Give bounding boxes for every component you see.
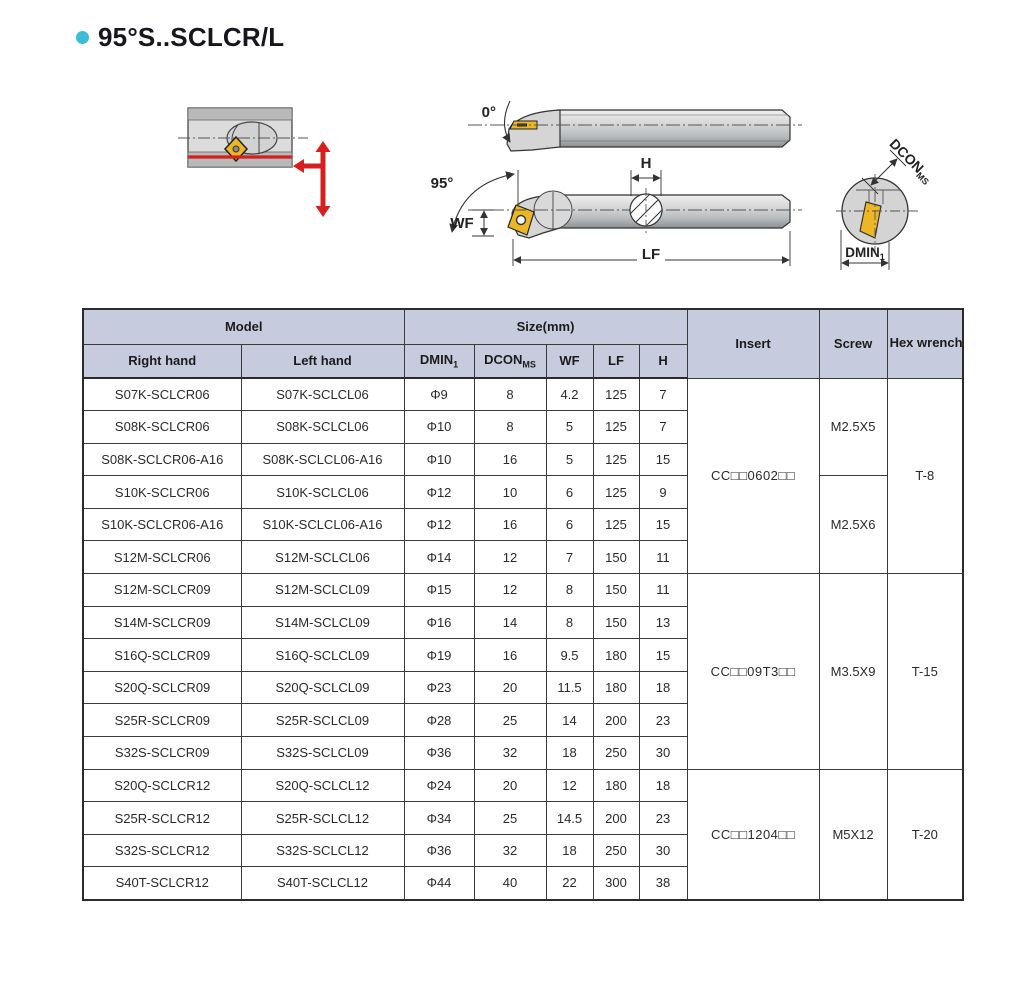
model-left-cell: S25R-SCLCL09 — [241, 704, 404, 737]
model-right-cell: S16Q-SCLCR09 — [83, 639, 241, 672]
model-right-cell: S12M-SCLCR09 — [83, 574, 241, 607]
spec-table-header — [83, 309, 963, 378]
model-right-cell: S10K-SCLCR06 — [83, 476, 241, 509]
dcon-cell: 32 — [474, 737, 546, 770]
wf-cell: 18 — [546, 834, 593, 867]
lf-cell: 150 — [593, 574, 639, 607]
dmin-cell: Φ12 — [404, 508, 474, 541]
end-view-drawing — [810, 130, 970, 285]
lf-cell: 125 — [593, 443, 639, 476]
insert-cell: CC□□0602□□ — [687, 378, 819, 574]
model-left-cell: S32S-SCLCL09 — [241, 737, 404, 770]
h-cell: 15 — [639, 639, 687, 672]
model-right-cell: S25R-SCLCR09 — [83, 704, 241, 737]
shank-section — [836, 174, 918, 252]
side-view-drawing — [410, 84, 810, 279]
table-row — [83, 574, 963, 607]
h-cell: 13 — [639, 606, 687, 639]
wf-cell: 5 — [546, 443, 593, 476]
dcon-cell: 25 — [474, 802, 546, 835]
dmin-cell: Φ10 — [404, 411, 474, 444]
model-right-cell: S25R-SCLCR12 — [83, 802, 241, 835]
dmin-cell: Φ24 — [404, 769, 474, 802]
dcon-cell: 32 — [474, 834, 546, 867]
dmin-cell: Φ14 — [404, 541, 474, 574]
dcon-cell: 12 — [474, 574, 546, 607]
dcon-cell: 16 — [474, 639, 546, 672]
model-left-cell: S32S-SCLCL12 — [241, 834, 404, 867]
dmin-header: $DMIN_1$ — [404, 344, 474, 378]
insert-header: Insert — [687, 309, 819, 378]
lf-cell: 250 — [593, 834, 639, 867]
model-right-cell: S32S-SCLCR12 — [83, 834, 241, 867]
wf-cell: 7 — [546, 541, 593, 574]
lf-cell: 200 — [593, 704, 639, 737]
screw-header: Screw — [819, 309, 887, 378]
dcon-cell: 40 — [474, 867, 546, 900]
screw-cell: M2.5X6 — [819, 476, 887, 574]
model-left-cell: S14M-SCLCL09 — [241, 606, 404, 639]
insert-orientation-pictogram — [146, 86, 381, 226]
dcon-cell: 20 — [474, 769, 546, 802]
lf-cell: 200 — [593, 802, 639, 835]
model-right-cell: S10K-SCLCR06-A16 — [83, 508, 241, 541]
wf-cell: 14 — [546, 704, 593, 737]
model-left-cell: S40T-SCLCL12 — [241, 867, 404, 900]
feed-direction-arrows-icon — [293, 141, 331, 217]
dmin-cell: Φ36 — [404, 834, 474, 867]
dcon-cell: 12 — [474, 541, 546, 574]
h-cell: 18 — [639, 671, 687, 704]
size-header: Size(mm) — [404, 309, 687, 344]
table-row — [83, 476, 963, 509]
hex-wrench-cell: T-8 — [887, 378, 963, 574]
model-left-cell: S07K-SCLCL06 — [241, 378, 404, 411]
right-hand-header: Right hand — [83, 344, 241, 378]
bullet-icon — [76, 31, 89, 44]
dcon-cell: 25 — [474, 704, 546, 737]
model-left-cell: S08K-SCLCL06 — [241, 411, 404, 444]
dmin-cell: Φ12 — [404, 476, 474, 509]
model-left-cell: S16Q-SCLCL09 — [241, 639, 404, 672]
wf-cell: 5 — [546, 411, 593, 444]
dmin-cell: Φ23 — [404, 671, 474, 704]
model-left-cell: S25R-SCLCL12 — [241, 802, 404, 835]
insert-cell: CC□□09T3□□ — [687, 574, 819, 770]
page-title: 95°S..SCLCR/L — [98, 22, 285, 52]
model-left-cell: S12M-SCLCL09 — [241, 574, 404, 607]
dmin-cell: Φ28 — [404, 704, 474, 737]
screw-cell: M2.5X5 — [819, 378, 887, 476]
wf-cell: 8 — [546, 606, 593, 639]
model-right-cell: S08K-SCLCR06-A16 — [83, 443, 241, 476]
dcon-header: $DCON_{MS}$ — [474, 344, 546, 378]
dmin-cell: Φ19 — [404, 639, 474, 672]
h-cell: 38 — [639, 867, 687, 900]
lf-cell: 180 — [593, 639, 639, 672]
wf-cell: 18 — [546, 737, 593, 770]
model-right-cell: S08K-SCLCR06 — [83, 411, 241, 444]
h-cell: 30 — [639, 834, 687, 867]
tool-body-pictogram — [178, 108, 308, 167]
dmin-cell: Φ9 — [404, 378, 474, 411]
bottom-side-view — [431, 155, 802, 266]
dcon-cell: 10 — [474, 476, 546, 509]
model-left-cell: S10K-SCLCL06-A16 — [241, 508, 404, 541]
h-dimension-label: H — [640, 155, 652, 172]
wf-cell: 8 — [546, 574, 593, 607]
dmin-cell: Φ44 — [404, 867, 474, 900]
h-cell: 7 — [639, 411, 687, 444]
lf-cell: 250 — [593, 737, 639, 770]
dcon-cell: 8 — [474, 411, 546, 444]
spec-table-body — [83, 378, 963, 900]
lf-cell: 125 — [593, 378, 639, 411]
model-left-cell: S12M-SCLCL06 — [241, 541, 404, 574]
left-hand-header: Left hand — [241, 344, 404, 378]
dcon-cell: 14 — [474, 606, 546, 639]
wf-cell: 11.5 — [546, 671, 593, 704]
wf-cell: 6 — [546, 476, 593, 509]
wf-cell: 4.2 — [546, 378, 593, 411]
h-cell: 15 — [639, 508, 687, 541]
lf-cell: 125 — [593, 508, 639, 541]
model-header: Model — [83, 309, 404, 344]
angle-zero-label: 0° — [481, 104, 496, 121]
h-header: H — [639, 344, 687, 378]
lf-cell: 150 — [593, 606, 639, 639]
lf-cell: 180 — [593, 769, 639, 802]
dcon-cell: 20 — [474, 671, 546, 704]
model-right-cell: S20Q-SCLCR12 — [83, 769, 241, 802]
h-cell: 30 — [639, 737, 687, 770]
h-cell: 23 — [639, 802, 687, 835]
lf-cell: 150 — [593, 541, 639, 574]
dcon-cell: 16 — [474, 443, 546, 476]
wf-header: WF — [546, 344, 593, 378]
lf-cell: 180 — [593, 671, 639, 704]
h-cell: 11 — [639, 541, 687, 574]
hex-wrench-header: Hex wrench — [887, 309, 963, 378]
wf-dimension-label: WF — [450, 215, 474, 232]
dmin-cell: Φ36 — [404, 737, 474, 770]
wf-cell: 22 — [546, 867, 593, 900]
screw-cell: M3.5X9 — [819, 574, 887, 770]
model-right-cell: S12M-SCLCR06 — [83, 541, 241, 574]
page-title-row — [76, 22, 284, 53]
wf-cell: 12 — [546, 769, 593, 802]
lf-dimension-label: LF — [641, 246, 661, 263]
dmin-cell: Φ34 — [404, 802, 474, 835]
dcon-cell: 16 — [474, 508, 546, 541]
dmin-cell: Φ16 — [404, 606, 474, 639]
table-row — [83, 769, 963, 802]
lf-cell: 125 — [593, 411, 639, 444]
model-left-cell: S10K-SCLCL06 — [241, 476, 404, 509]
h-cell: 7 — [639, 378, 687, 411]
hex-wrench-cell: T-15 — [887, 574, 963, 770]
h-cell: 18 — [639, 769, 687, 802]
angle-lead-label: 95° — [430, 175, 454, 192]
h-cell: 9 — [639, 476, 687, 509]
hex-wrench-cell: T-20 — [887, 769, 963, 899]
table-row — [83, 378, 963, 411]
screw-cell: M5X12 — [819, 769, 887, 899]
h-cell: 11 — [639, 574, 687, 607]
top-side-view — [468, 101, 802, 151]
wf-cell: 14.5 — [546, 802, 593, 835]
dcon-dimension-label: $DCON_{MS}$ — [886, 135, 931, 187]
wf-cell: 6 — [546, 508, 593, 541]
model-right-cell: S20Q-SCLCR09 — [83, 671, 241, 704]
h-cell: 23 — [639, 704, 687, 737]
spec-table — [82, 308, 964, 901]
model-right-cell: S40T-SCLCR12 — [83, 867, 241, 900]
lf-header: LF — [593, 344, 639, 378]
dcon-cell: 8 — [474, 378, 546, 411]
dmin-cell: Φ15 — [404, 574, 474, 607]
insert-cell: CC□□1204□□ — [687, 769, 819, 899]
model-left-cell: S20Q-SCLCL12 — [241, 769, 404, 802]
lf-cell: 300 — [593, 867, 639, 900]
model-left-cell: S08K-SCLCL06-A16 — [241, 443, 404, 476]
model-right-cell: S32S-SCLCR09 — [83, 737, 241, 770]
dmin-cell: Φ10 — [404, 443, 474, 476]
wf-cell: 9.5 — [546, 639, 593, 672]
model-right-cell: S14M-SCLCR09 — [83, 606, 241, 639]
dmin-dimension-label: $DMIN_1$ — [845, 245, 885, 262]
model-left-cell: S20Q-SCLCL09 — [241, 671, 404, 704]
h-cell: 15 — [639, 443, 687, 476]
lf-cell: 125 — [593, 476, 639, 509]
model-right-cell: S07K-SCLCR06 — [83, 378, 241, 411]
